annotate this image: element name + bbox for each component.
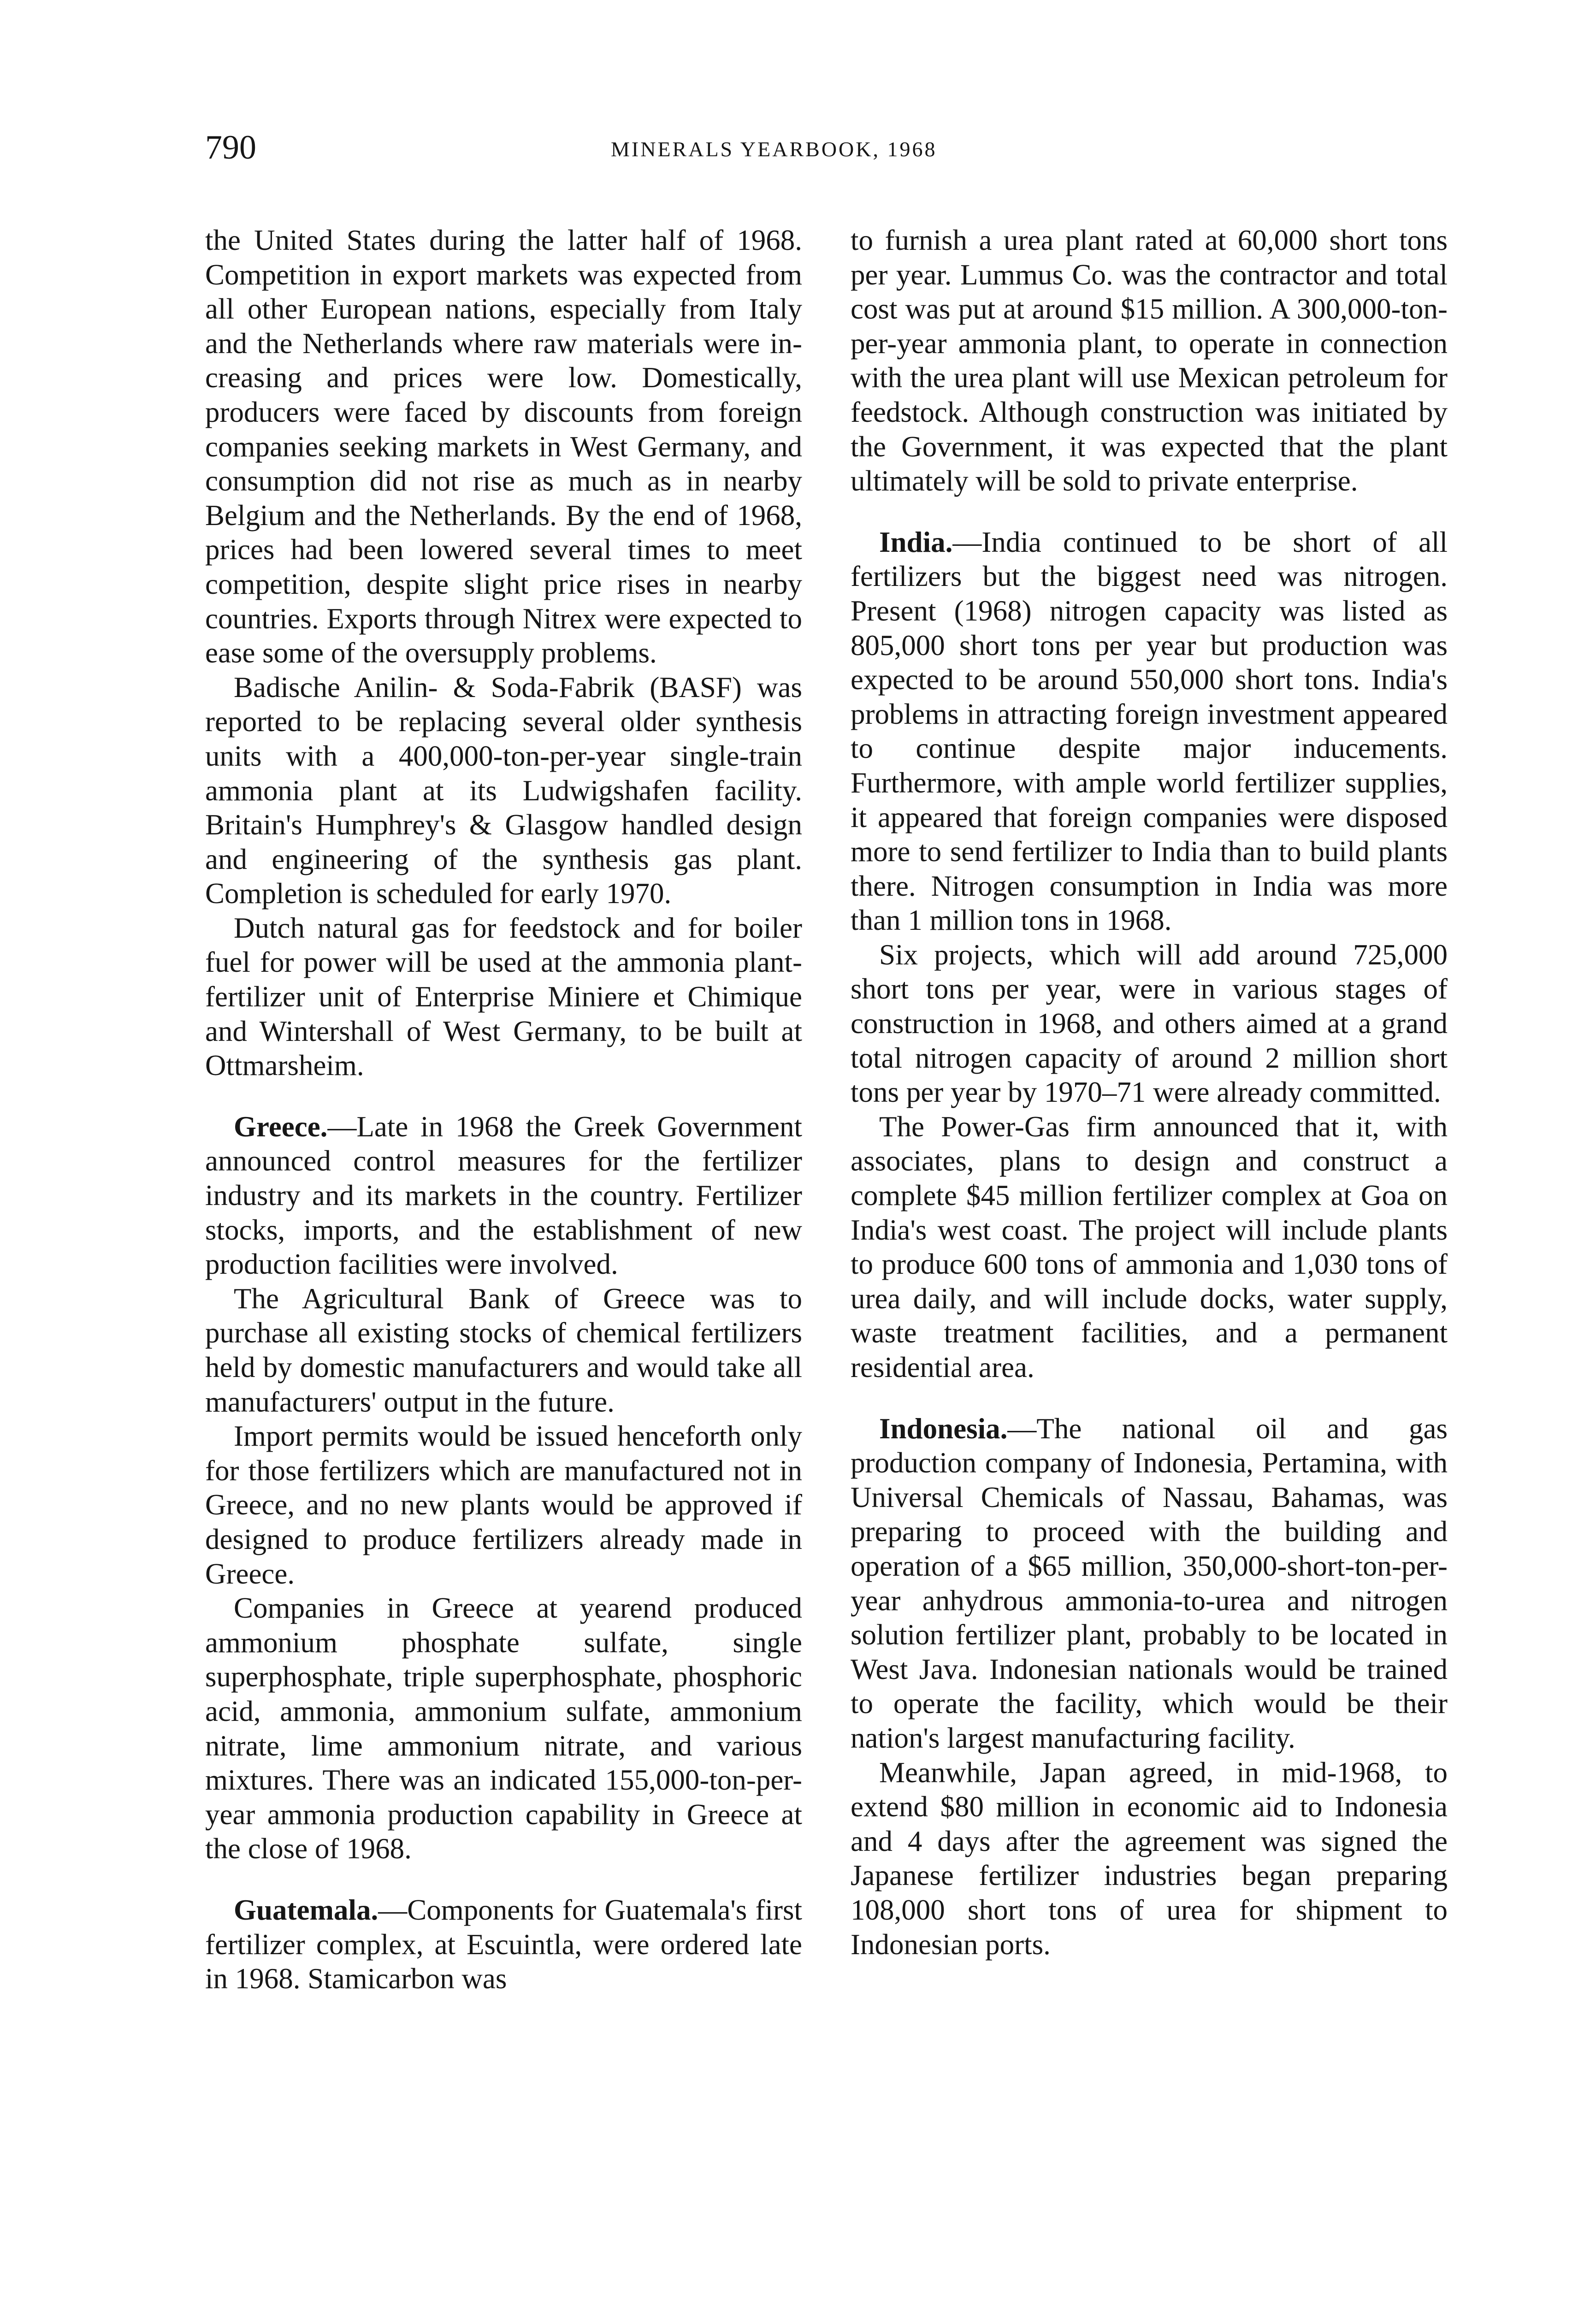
section-indonesia	[851, 1412, 1448, 1755]
paragraph-greece-bank: The Agricultural Bank of Greece was to purchase all existing stocks of chemical fertilizers held by domestic manufacturers and would take all manufacturers' output in the future.	[205, 1282, 802, 1418]
paragraph-greece-intro: —Late in 1968 the Greek Government announced control measures for the fertilizer industry and its markets in the country. Fertilizer stocks, imports, and the establishment of new production facilities were involved.	[205, 1110, 802, 1281]
right-column	[851, 223, 1448, 1962]
paragraph-greece-companies: Companies in Greece at yearend produced ammonium phosphate sulfate, single superphosphate, triple superphosphate, phosphoric acid, ammonia, ammonium sulfate, ammonium nitrate, lime ammonium nitrate, and various mixtures. There was an indicated 155,000-ton-per-year ammonia production capability in Greece at the close of 1968.	[205, 1592, 802, 1865]
paragraph-greece-permits: Import permits would be issued henceforth only for those fertilizers which are manufactured not in Greece, and no new plants would be approved if designed to produce fertilizers already made in Greece.	[205, 1420, 802, 1590]
section-india	[851, 525, 1448, 938]
heading-indonesia: Indonesia.	[879, 1412, 1008, 1445]
left-column	[205, 223, 802, 1996]
paragraph-india-projects: Six projects, which will add around 725,000 short tons per year, were in various stages of construction in 1968, and others aimed at a grand total nitrogen capacity of around 2 million short tons per year by 1970–71 were already committed.	[851, 938, 1448, 1109]
section-greece	[205, 1110, 802, 1282]
paragraph-dutch-gas: Dutch natural gas for feedstock and for boiler fuel for power will be used at the ammonia plant-fertilizer unit of Enterprise Miniere et Chimique and Wintershall of West Germany, to be built at Ottmarsheim.	[205, 911, 802, 1082]
heading-greece: Greece.	[234, 1110, 328, 1143]
paragraph-india-intro: —India continued to be short of all fertilizers but the biggest need was nitrogen. Present (1968) nitrogen capacity was listed as 805,000 short tons per year but production was expected to be around 550,000 short tons. India's problems in attracting foreign investment appeared to continue despite major inducements. Furthermore, with ample world fertilizer supplies, it appeared that foreign companies were disposed more to send fertilizer to India than to build plants there. Nitrogen consumption in India was more than 1 million tons in 1968.	[851, 526, 1448, 937]
running-title: MINERALS YEARBOOK, 1968	[611, 137, 937, 161]
paragraph-guatemala-continued: to furnish a urea plant rated at 60,000 short tons per year. Lummus Co. was the contractor and total cost was put at around $15 million. A 300,000-ton-per-year ammonia plant, to operate in connection with the urea plant will use Mexican petroleum for feedstock. Although construction was initiated by the Government, it was expected that the plant ultimately will be sold to private enterprise.	[851, 224, 1448, 497]
heading-guatemala: Guatemala.	[234, 1893, 378, 1926]
page-header	[205, 124, 1063, 175]
paragraph-indonesia-japan: Meanwhile, Japan agreed, in mid-1968, to extend $80 million in economic aid to Indonesia and 4 days after the agreement was signed the Japanese fertilizer industries began preparing 108,000 short tons of urea for shipment to Indonesian ports.	[851, 1756, 1448, 1961]
paragraph-india-power-gas: The Power-Gas firm announced that it, with associates, plans to design and construct a complete $45 million fertilizer complex at Goa on India's west coast. The project will include plants to produce 600 tons of ammonia and 1,030 tons of urea daily, and will include docks, water supply, waste treatment facilities, and a permanent residential area.	[851, 1110, 1448, 1383]
paragraph-competition: the United States during the latter half of 1968. Competition in export markets was expected from all other European nations, especially from Italy and the Netherlands where raw materials were increasing and prices were low. Domestically, producers were faced by discounts from foreign companies seeking markets in West Germany, and consumption did not rise as much as in nearby Belgium and the Netherlands. By the end of 1968, prices had been lowered several times to meet competition, despite slight price rises in nearby countries. Exports through Nitrex were expected to ease some of the oversupply problems.	[205, 224, 802, 669]
section-guatemala	[205, 1893, 802, 1996]
paragraph-indonesia-intro: —The national oil and gas production company of Indonesia, Pertamina, with Universal Chemicals of Nassau, Bahamas, was preparing to proceed with the building and operation of a $65 million, 350,000-short-ton-per-year anhydrous ammonia-to-urea and nitrogen solution fertilizer plant, probably to be located in West Java. Indonesian nationals would be trained to operate the facility, which would be their nation's largest manufacturing facility.	[851, 1412, 1448, 1754]
page-number: 790	[205, 129, 256, 166]
paragraph-guatemala-intro: —Components for Guatemala's first fertilizer complex, at Escuintla, were ordered late in 1968. Stamicarbon was	[205, 1893, 802, 1995]
heading-india: India.	[879, 526, 953, 558]
paragraph-basf: Badische Anilin- & Soda-Fabrik (BASF) was reported to be replacing several older synthesis units with a 400,000-ton-per-year single-train ammonia plant at its Ludwigshafen facility. Britain's Humphrey's & Glasgow handled design and engineering of the synthesis gas plant. Completion is scheduled for early 1970.	[205, 671, 802, 910]
